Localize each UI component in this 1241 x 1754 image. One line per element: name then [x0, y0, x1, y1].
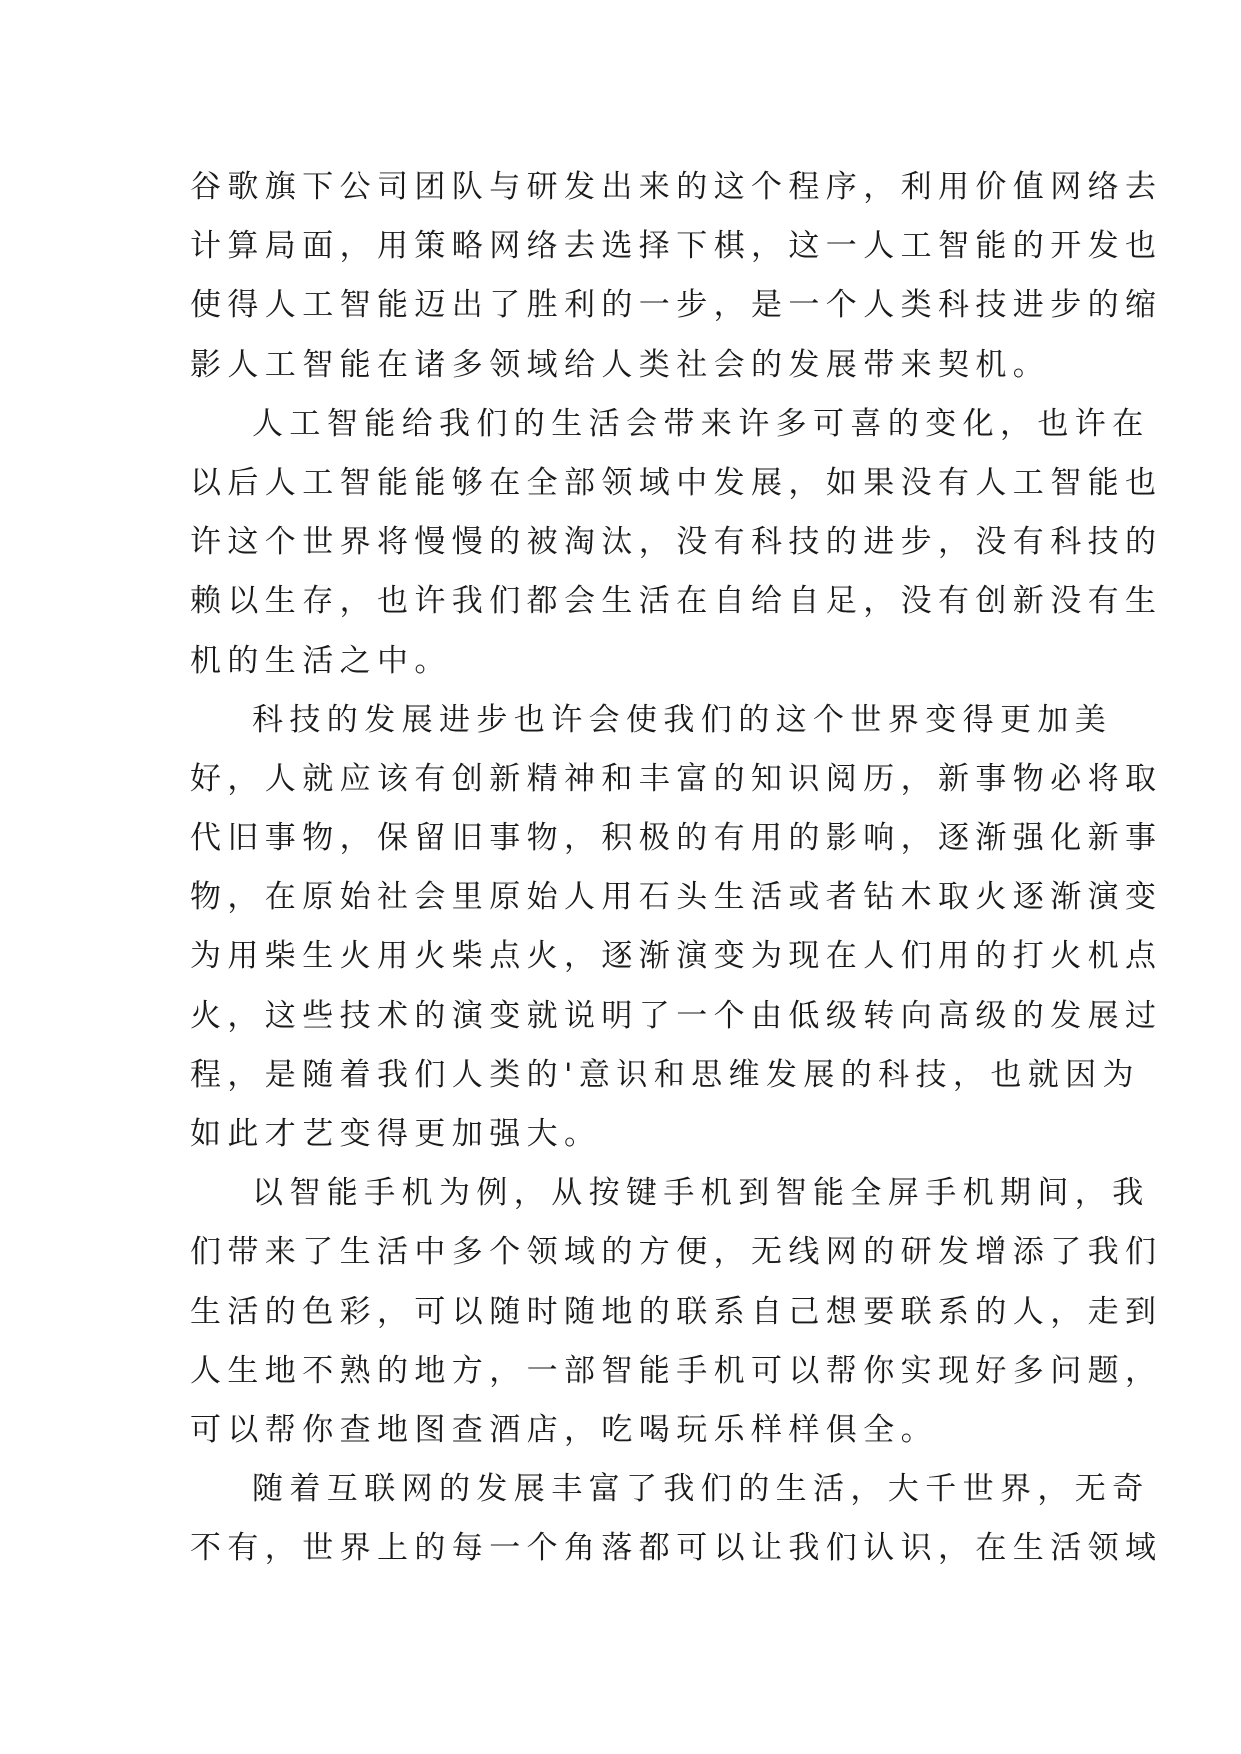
text-line: 许这个世界将慢慢的被淘汰，没有科技的进步，没有科技的 [190, 524, 1163, 561]
text-line: 以后人工智能能够在全部领域中发展，如果没有人工智能也 [190, 464, 1163, 501]
text-line: 科技的发展进步也许会使我们的这个世界变得更加美 [252, 701, 1113, 738]
text-line: 代旧事物，保留旧事物，积极的有用的影响，逐渐强化新事 [190, 820, 1163, 857]
text-line: 人工智能给我们的生活会带来许多可喜的变化，也许在 [252, 405, 1150, 442]
text-line: 人生地不熟的地方，一部智能手机可以帮你实现好多问题， [190, 1352, 1163, 1389]
text-line: 火，这些技术的演变就说明了一个由低级转向高级的发展过 [190, 997, 1163, 1034]
paragraph-2 [190, 395, 1163, 691]
paragraph-3 [190, 691, 1163, 1165]
text-line: 为用柴生火用火柴点火，逐渐演变为现在人们用的打火机点 [190, 938, 1163, 975]
text-line: 可以帮你查地图查酒店，吃喝玩乐样样俱全。 [190, 1411, 938, 1448]
text-line: 随着互联网的发展丰富了我们的生活，大千世界，无奇 [252, 1471, 1150, 1508]
text-line: 计算局面，用策略网络去选择下棋，这一人工智能的开发也 [190, 228, 1163, 265]
text-line: 物，在原始社会里原始人用石头生活或者钻木取火逐渐演变 [190, 879, 1163, 916]
paragraph-5 [190, 1460, 1163, 1578]
text-line: 谷歌旗下公司团队与研发出来的这个程序，利用价值网络去 [190, 169, 1163, 205]
text-line: 以智能手机为例，从按键手机到智能全屏手机期间，我 [252, 1175, 1150, 1212]
text-line: 机的生活之中。 [190, 642, 452, 679]
text-line: 生活的色彩，可以随时随地的联系自己想要联系的人，走到 [190, 1293, 1163, 1330]
text-line: 好，人就应该有创新精神和丰富的知识阅历，新事物必将取 [190, 760, 1163, 797]
text-line: 程，是随着我们人类的'意识和思维发展的科技，也就因为 [190, 1056, 1140, 1093]
document-body [190, 158, 1163, 1579]
text-line: 如此才艺变得更加强大。 [190, 1116, 602, 1152]
paragraph-1 [190, 158, 1163, 395]
text-line: 赖以生存，也许我们都会生活在自给自足，没有创新没有生 [190, 583, 1163, 620]
paragraph-4 [190, 1164, 1163, 1460]
text-line: 影人工智能在诸多领域给人类社会的发展带来契机。 [190, 346, 1051, 383]
text-line: 不有，世界上的每一个角落都可以让我们认识，在生活领域 [190, 1530, 1163, 1567]
text-line: 使得人工智能迈出了胜利的一步，是一个人类科技进步的缩 [190, 287, 1163, 324]
text-line: 们带来了生活中多个领域的方便，无线网的研发增添了我们 [190, 1234, 1163, 1271]
